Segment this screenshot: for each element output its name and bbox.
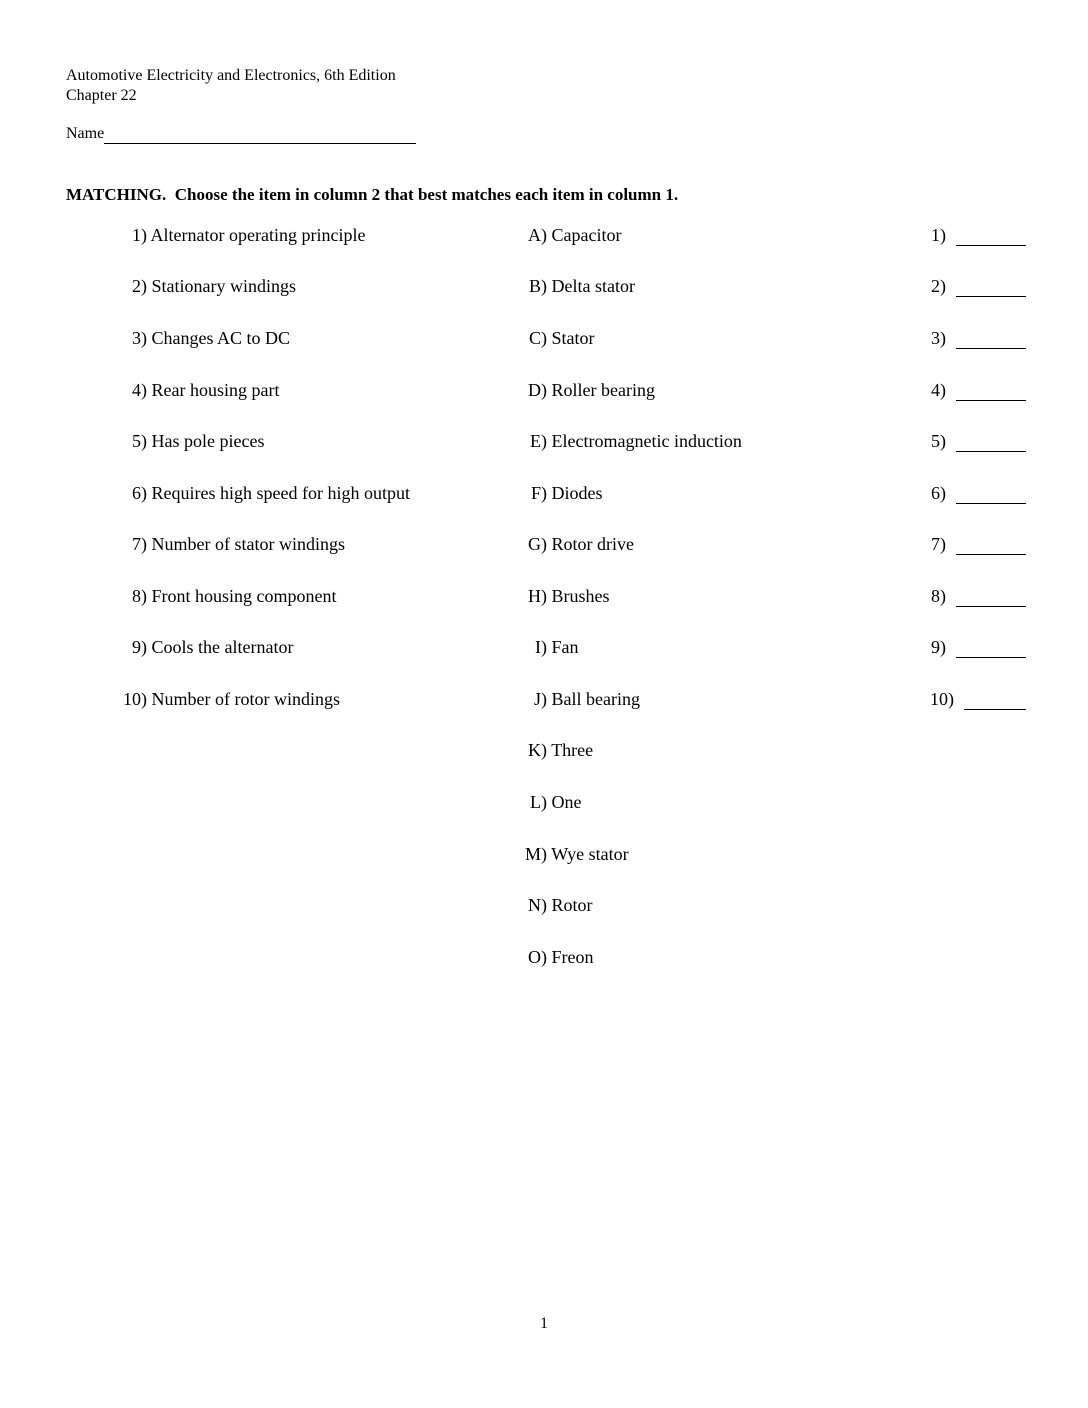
question-item	[100, 585, 440, 607]
choice-text: Rotor drive	[551, 534, 634, 554]
choice-item	[500, 533, 820, 555]
question-number: 8)	[132, 586, 147, 606]
question-number: 1)	[132, 225, 147, 245]
question-text: Requires high speed for high output	[151, 483, 410, 503]
question-item	[100, 636, 440, 658]
question-item	[100, 275, 440, 297]
answer-row	[920, 379, 1030, 401]
choice-letter: G)	[528, 534, 547, 554]
instructions: MATCHING. Choose the item in column 2 that best matches each item in column 1.	[66, 185, 679, 204]
question-item	[100, 327, 440, 349]
choice-text: Stator	[551, 328, 595, 348]
question-item	[100, 224, 440, 246]
answer-row	[920, 430, 1030, 452]
question-text: Number of rotor windings	[151, 689, 340, 709]
choice-letter: J)	[534, 689, 547, 709]
choice-item	[500, 482, 820, 504]
answer-row	[920, 224, 1030, 246]
answer-number: 9)	[931, 637, 946, 657]
name-row	[66, 124, 416, 144]
choice-item	[500, 894, 820, 916]
answer-row	[920, 482, 1030, 504]
answer-blank[interactable]	[956, 587, 1026, 607]
answer-blank[interactable]	[964, 690, 1026, 710]
question-item	[100, 533, 440, 555]
answer-row	[920, 327, 1030, 349]
choice-text: Freon	[551, 947, 594, 967]
question-number: 9)	[132, 637, 147, 657]
question-item	[100, 430, 440, 452]
choice-letter: L)	[530, 792, 547, 812]
question-number: 4)	[132, 380, 147, 400]
book-title: Automotive Electricity and Electronics, 6th Edition	[66, 67, 396, 84]
choice-letter: N)	[528, 895, 547, 915]
answer-blank[interactable]	[956, 329, 1026, 349]
choice-text: Roller bearing	[551, 380, 655, 400]
answer-row	[920, 636, 1030, 658]
choice-item	[500, 688, 820, 710]
answer-blank[interactable]	[956, 484, 1026, 504]
answer-number: 10)	[930, 689, 954, 709]
name-field[interactable]	[104, 126, 416, 144]
answer-blank[interactable]	[956, 226, 1026, 246]
answer-row	[920, 275, 1030, 297]
answer-row	[920, 688, 1030, 710]
answer-number: 4)	[931, 380, 946, 400]
choice-item	[500, 636, 820, 658]
choice-letter: A)	[528, 225, 547, 245]
choice-letter: O)	[528, 947, 547, 967]
question-text: Changes AC to DC	[151, 328, 291, 348]
answer-blank[interactable]	[956, 381, 1026, 401]
question-text: Cools the alternator	[151, 637, 294, 657]
choice-item	[500, 739, 820, 761]
choice-text: One	[551, 792, 582, 812]
choice-text: Electromagnetic induction	[551, 431, 742, 451]
question-text: Has pole pieces	[151, 431, 265, 451]
question-number: 10)	[123, 689, 147, 709]
answer-number: 7)	[931, 534, 946, 554]
choice-text: Rotor	[551, 895, 593, 915]
choice-letter: I)	[535, 637, 547, 657]
question-number: 5)	[132, 431, 147, 451]
choice-letter: M)	[525, 844, 547, 864]
page-number: 1	[540, 1315, 548, 1332]
choice-text: Delta stator	[551, 276, 635, 296]
answer-number: 2)	[931, 276, 946, 296]
answer-row	[920, 585, 1030, 607]
choice-item	[500, 791, 820, 813]
choice-item	[500, 843, 820, 865]
choice-letter: E)	[530, 431, 547, 451]
answer-number: 6)	[931, 483, 946, 503]
question-item	[100, 688, 440, 710]
question-item	[100, 379, 440, 401]
question-number: 7)	[132, 534, 147, 554]
choice-text: Diodes	[551, 483, 603, 503]
answer-number: 8)	[931, 586, 946, 606]
question-text: Number of stator windings	[151, 534, 345, 554]
choice-text: Ball bearing	[551, 689, 640, 709]
choice-item	[500, 430, 820, 452]
choice-letter: F)	[530, 483, 547, 503]
answer-blank[interactable]	[956, 277, 1026, 297]
question-item	[100, 482, 440, 504]
choice-text: Wye stator	[551, 844, 629, 864]
choice-text: Capacitor	[551, 225, 622, 245]
answer-number: 5)	[931, 431, 946, 451]
answer-number: 3)	[931, 328, 946, 348]
name-label: Name	[66, 125, 105, 142]
answer-number: 1)	[931, 225, 946, 245]
choice-letter: D)	[528, 380, 547, 400]
answer-blank[interactable]	[956, 535, 1026, 555]
question-number: 2)	[132, 276, 147, 296]
question-text: Stationary windings	[151, 276, 296, 296]
question-text: Rear housing part	[151, 380, 280, 400]
chapter-label: Chapter 22	[66, 87, 137, 104]
choice-item	[500, 327, 820, 349]
question-number: 3)	[132, 328, 147, 348]
choice-text: Fan	[551, 637, 579, 657]
choice-item	[500, 224, 820, 246]
choice-letter: B)	[529, 276, 547, 296]
question-number: 6)	[132, 483, 147, 503]
choice-letter: C)	[529, 328, 547, 348]
question-text: Front housing component	[151, 586, 337, 606]
choice-letter: K)	[528, 740, 547, 760]
choice-letter: H)	[528, 586, 547, 606]
choice-item	[500, 379, 820, 401]
choice-item	[500, 585, 820, 607]
question-text: Alternator operating principle	[150, 225, 366, 245]
choice-item	[500, 946, 820, 968]
choice-text: Brushes	[551, 586, 610, 606]
answer-row	[920, 533, 1030, 555]
answer-blank[interactable]	[956, 432, 1026, 452]
choice-item	[500, 275, 820, 297]
answer-blank[interactable]	[956, 638, 1026, 658]
choice-text: Three	[551, 740, 594, 760]
